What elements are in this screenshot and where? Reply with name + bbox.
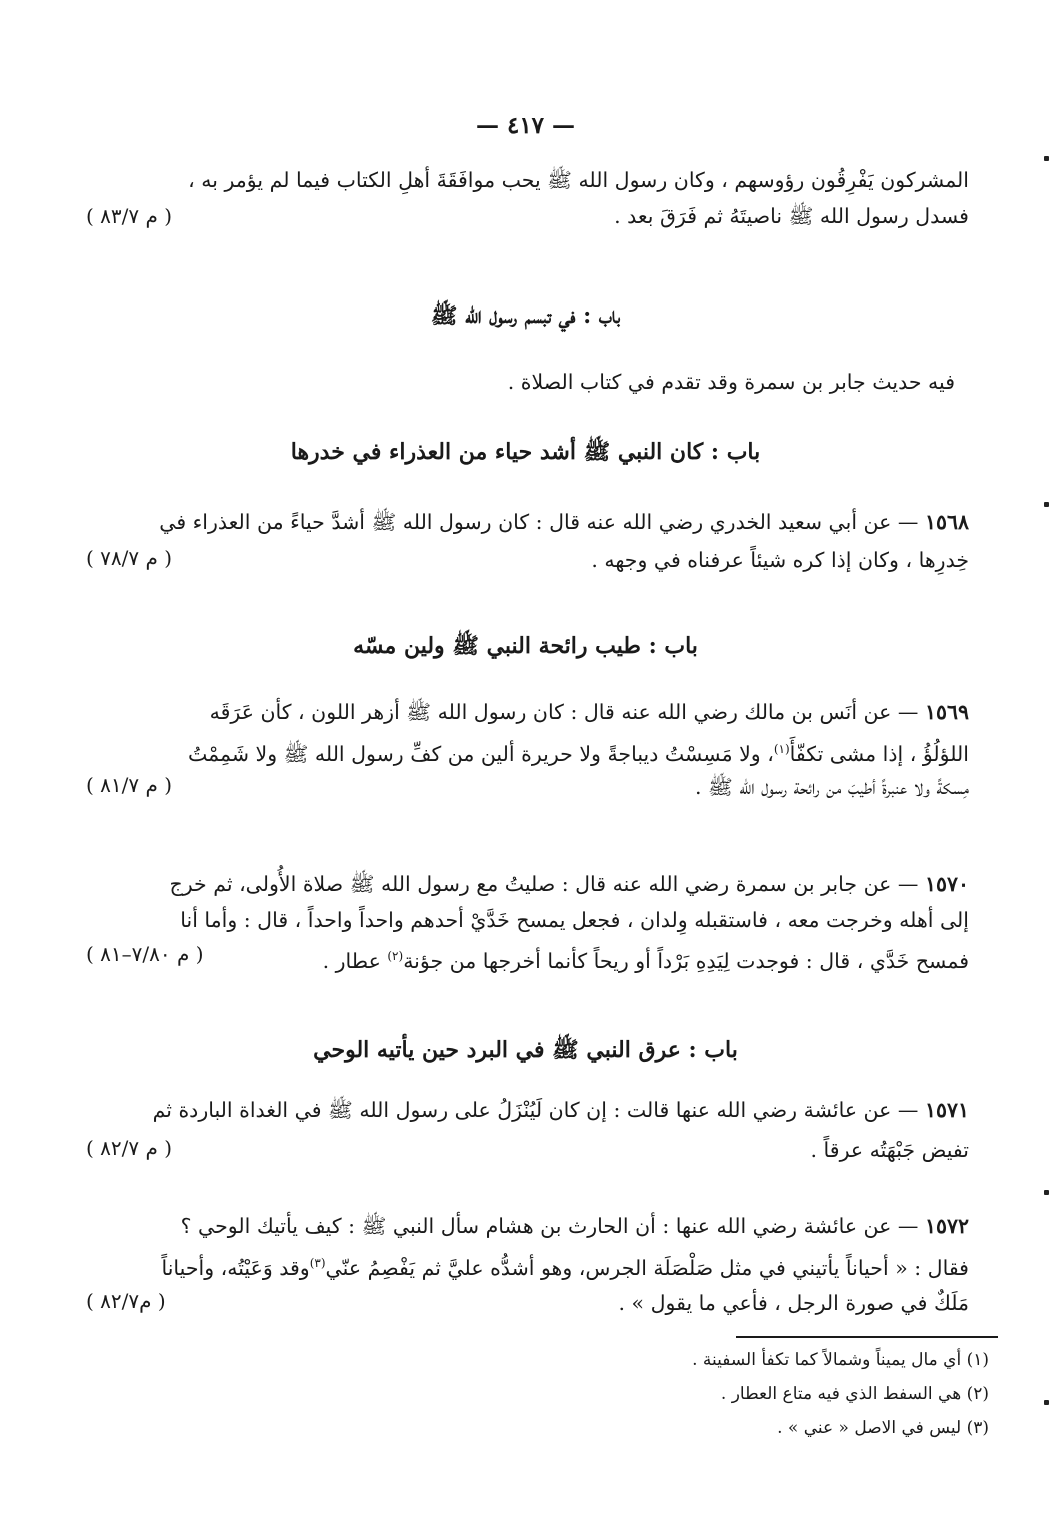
text-line: فمسح خَدَّي ، قال : فوجدت لِيَدِهِ بَرْداً أو ريحاً كأنما أخرجها من جؤنة$^{(٢)}$ عطار . bbox=[322, 948, 969, 973]
scan-speck bbox=[1044, 156, 1049, 161]
text-line: مِسكةً ولا عنبرةً أطيبَ من رائحة رسول الله ﷺ . bbox=[695, 775, 969, 799]
hadith-first-line bbox=[79, 506, 969, 538]
source-reference: ( م ٧٨/٧ ) bbox=[86, 546, 173, 570]
text-line: مَلَكٌ في صورة الرجل ، فأعي ما يقول » . bbox=[618, 1291, 969, 1315]
text-line: فيه حديث جابر بن سمرة وقد تقدم في كتاب الصلاة . bbox=[507, 370, 955, 394]
hadith-number: ١٥٧١ bbox=[924, 1098, 969, 1122]
footnote-marker: (١) bbox=[773, 742, 790, 756]
text-line: — عن عائشة رضي الله عنها قالت : إن كان لَيُنْزَلُ على رسول الله ﷺ في الغداة الباردة ثم bbox=[152, 1098, 919, 1122]
text-line: تفيض جَبْهَتُه عرقاً . bbox=[810, 1138, 969, 1162]
footnote: (٢) هي السفط الذي فيه متاع العطار . bbox=[720, 1384, 989, 1404]
page-number: — ٤١٧ — bbox=[475, 112, 576, 139]
footnote-marker: (٣) bbox=[309, 1256, 326, 1270]
hadith-first-line bbox=[79, 868, 969, 900]
source-reference: ( م ٨٢/٧ ) bbox=[86, 1136, 173, 1160]
footnote: (٣) ليس في الاصل « عني » . bbox=[777, 1418, 989, 1438]
text-line: خِدرِها ، وكان إذا كره شيئاً عرفناه في وجهه . bbox=[591, 548, 969, 572]
text-line: اللؤلُؤُ ، إذا مشى تكفّأَ$^{(١)}$، ولا مَسِسْتُ ديباجةً ولا حريرة ألين من كفِّ رسول الله ﷺ ولا شَمِمْتُ bbox=[188, 741, 969, 766]
hadith-first-line bbox=[79, 1210, 969, 1242]
chapter-heading: باب : في تبسم رسول الله ﷺ bbox=[430, 303, 621, 329]
scan-speck bbox=[1044, 1190, 1049, 1195]
source-reference: ( م٨٢/٧ ) bbox=[86, 1289, 166, 1313]
footnote-marker: (٢) bbox=[387, 949, 404, 963]
hadith-first-line bbox=[79, 1094, 969, 1126]
source-reference: ( م ٨٣/٧ ) bbox=[86, 204, 173, 228]
footnote: (١) أي مال يميناً وشمالاً كما تكفأ السفينة . bbox=[692, 1350, 989, 1370]
text-line: المشركون يَفْرِقُون رؤوسهم ، وكان رسول الله ﷺ يحب موافَقَةَ أهلِ الكتاب فيما لم يؤمر به ، bbox=[188, 168, 969, 192]
hadith-number: ١٥٦٩ bbox=[924, 700, 969, 724]
text-line: — عن عائشة رضي الله عنها : أن الحارث بن هشام سأل النبي ﷺ : كيف يأتيك الوحي ؟ bbox=[180, 1214, 919, 1238]
footnote-divider bbox=[736, 1336, 998, 1338]
source-reference: ( م ٨١/٧ ) bbox=[86, 773, 173, 797]
source-reference: ( م ٧/٨٠–٨١ ) bbox=[86, 942, 204, 966]
scan-speck bbox=[1044, 502, 1049, 507]
chapter-heading: باب : طيب رائحة النبي ﷺ ولين مسّه bbox=[353, 633, 698, 659]
text-line: فقال : « أحياناً يأتيني في مثل صَلْصَلَة الجرس، وهو أشدُّه عليَّ ثم يَفْصِمُ عنّي$^{(٣)}$وقد وَعَيْتُه، وأحياناً bbox=[161, 1255, 969, 1280]
chapter-heading: باب : عرق النبي ﷺ في البرد حين يأتيه الوحي bbox=[313, 1037, 738, 1063]
text-line: فسدل رسول الله ﷺ ناصيتَهُ ثم فَرَقَ بعد . bbox=[614, 204, 969, 228]
hadith-first-line bbox=[79, 696, 969, 728]
text-line: — عن أنَس بن مالك رضي الله عنه قال : كان رسول الله ﷺ أزهر اللون ، كأن عَرَقَه bbox=[209, 700, 919, 724]
hadith-number: ١٥٦٨ bbox=[924, 510, 969, 534]
chapter-heading: باب : كان النبي ﷺ أشد حياء من العذراء في خدرها bbox=[290, 439, 761, 465]
hadith-number: ١٥٧٢ bbox=[924, 1214, 969, 1238]
scan-speck bbox=[1044, 1400, 1049, 1405]
text-line: إلى أهله وخرجت معه ، فاستقبله وِلدان ، فجعل يمسح خَدَّيْ أحدهم واحداً واحداً ، قال : وأما أنا bbox=[180, 908, 969, 932]
text-line: — عن أبي سعيد الخدري رضي الله عنه قال : كان رسول الله ﷺ أشدَّ حياءً من العذراء في bbox=[159, 510, 919, 534]
hadith-number: ١٥٧٠ bbox=[924, 872, 969, 896]
text-line: — عن جابر بن سمرة رضي الله عنه قال : صليتُ مع رسول الله ﷺ صلاة الأُولى، ثم خرج bbox=[169, 872, 919, 896]
